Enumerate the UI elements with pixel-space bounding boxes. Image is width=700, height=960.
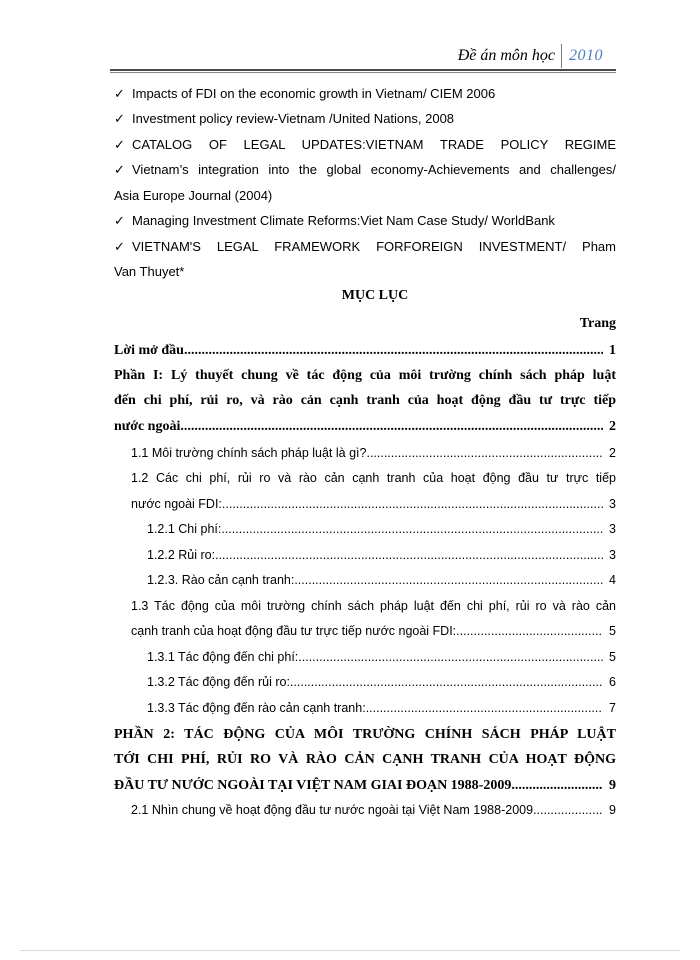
reference-item: ✓ Managing Investment Climate Reforms:Viet Nam Case Study/ WorldBank (114, 208, 616, 234)
leader-dots (298, 650, 603, 664)
reference-item: ✓ Vietnam’s integration into the global economy-Achievements and challenges/ (114, 157, 616, 183)
toc-entry-intro[interactable]: Lời mở đầu ..... 1 (114, 343, 616, 359)
toc-entry-1-2-line[interactable]: 1.2 Các chi phí, rủi ro và rào cản cạnh tranh của hoạt động đầu tư trực tiếp (131, 471, 616, 485)
leader-dots (366, 701, 603, 715)
checkmark-icon: ✓ (114, 86, 125, 101)
toc-entry-1-3-2[interactable]: 1.3.2 Tác động đến rủi ro: ..... 6 (147, 675, 616, 689)
toc-entry-part2[interactable]: ĐẦU TƯ NƯỚC NGOÀI TẠI VIỆT NAM GIAI ĐOẠN 1988-2009 ..... 9 (114, 778, 616, 794)
page-bottom-rule (20, 950, 680, 951)
header-year: 2010 (569, 47, 603, 64)
checkmark-icon: ✓ (114, 137, 125, 152)
leader-dots (221, 522, 603, 536)
leader-dots (366, 446, 603, 460)
leader-dots (222, 497, 603, 511)
leader-dots (184, 343, 603, 359)
leader-dots (290, 675, 603, 689)
checkmark-icon: ✓ (114, 162, 125, 177)
toc-entry-1-3-3[interactable]: 1.3.3 Tác động đến rào cản cạnh tranh: ..... 7 (147, 701, 616, 715)
leader-dots (511, 778, 603, 794)
leader-dots (533, 803, 603, 817)
toc-part2-line[interactable]: TỚI CHI PHÍ, RỦI RO VÀ RÀO CẢN CẠNH TRANH CỦA HOẠT ĐỘNG (114, 752, 616, 767)
reference-item: ✓ Impacts of FDI on the economic growth in Vietnam/ CIEM 2006 (114, 81, 616, 107)
toc-part2-line[interactable]: PHẦN 2: TÁC ĐỘNG CỦA MÔI TRƯỜNG CHÍNH SÁCH PHÁP LUẬT (114, 727, 616, 742)
leader-dots (456, 624, 603, 638)
reference-item-continuation: Asia Europe Journal (2004) (114, 188, 273, 203)
reference-item: ✓ Investment policy review-Vietnam /United Nations, 2008 (114, 106, 616, 132)
checkmark-icon: ✓ (114, 239, 125, 254)
reference-item: ✓ CATALOG OF LEGAL UPDATES:VIETNAM TRADE POLICY REGIME (114, 132, 616, 158)
toc-entry-part1[interactable]: nước ngoài ..... 2 (114, 419, 616, 435)
toc-entry-1-3-1[interactable]: 1.3.1 Tác động đến chi phí: ..... 5 (147, 650, 616, 664)
reference-item-continuation: Van Thuyet* (114, 264, 185, 279)
leader-dots (180, 419, 603, 435)
toc-entry-1-3[interactable]: cạnh tranh của hoạt động đầu tư trực tiếp nước ngoài FDI: ..... 5 (131, 624, 616, 638)
leader-dots (294, 573, 603, 587)
toc-entry-1-3-line[interactable]: 1.3 Tác động của môi trường chính sách pháp luật đến chi phí, rủi ro và rào cản (131, 599, 616, 613)
toc-part1-line[interactable]: Phần I: Lý thuyết chung về tác động của môi trường chính sách pháp luật (114, 368, 616, 383)
toc-page-header: Trang (579, 316, 616, 331)
toc-entry-1-1[interactable]: 1.1 Môi trường chính sách pháp luật là gì? ..... 2 (131, 446, 616, 460)
checkmark-icon: ✓ (114, 213, 125, 228)
toc-entry-1-2[interactable]: nước ngoài FDI: ..... 3 (131, 497, 616, 511)
reference-item: ✓ VIETNAM'S LEGAL FRAMEWORK FORFOREIGN INVESTMENT/ Pham (114, 234, 616, 260)
toc-entry-1-2-2[interactable]: 1.2.2 Rủi ro: ..... 3 (147, 548, 616, 562)
header-rule (110, 69, 616, 71)
toc-entry-1-2-3[interactable]: 1.2.3. Rào cản cạnh tranh: ..... 4 (147, 573, 616, 587)
header-title: Đề án môn học (457, 47, 555, 64)
leader-dots (215, 548, 603, 562)
header-rule-thin (110, 72, 616, 73)
toc-entry-2-1[interactable]: 2.1 Nhìn chung về hoạt động đầu tư nước ngoài tại Việt Nam 1988-2009 ..... 9 (131, 803, 616, 817)
toc-entry-1-2-1[interactable]: 1.2.1 Chi phí: ..... 3 (147, 522, 616, 536)
toc-part1-line[interactable]: đến chi phí, rủi ro, và rào cản cạnh tranh của hoạt động đầu tư trực tiếp (114, 393, 616, 408)
page-header (458, 44, 603, 68)
checkmark-icon: ✓ (114, 111, 125, 126)
toc-title: MỤC LỤC (341, 288, 409, 303)
